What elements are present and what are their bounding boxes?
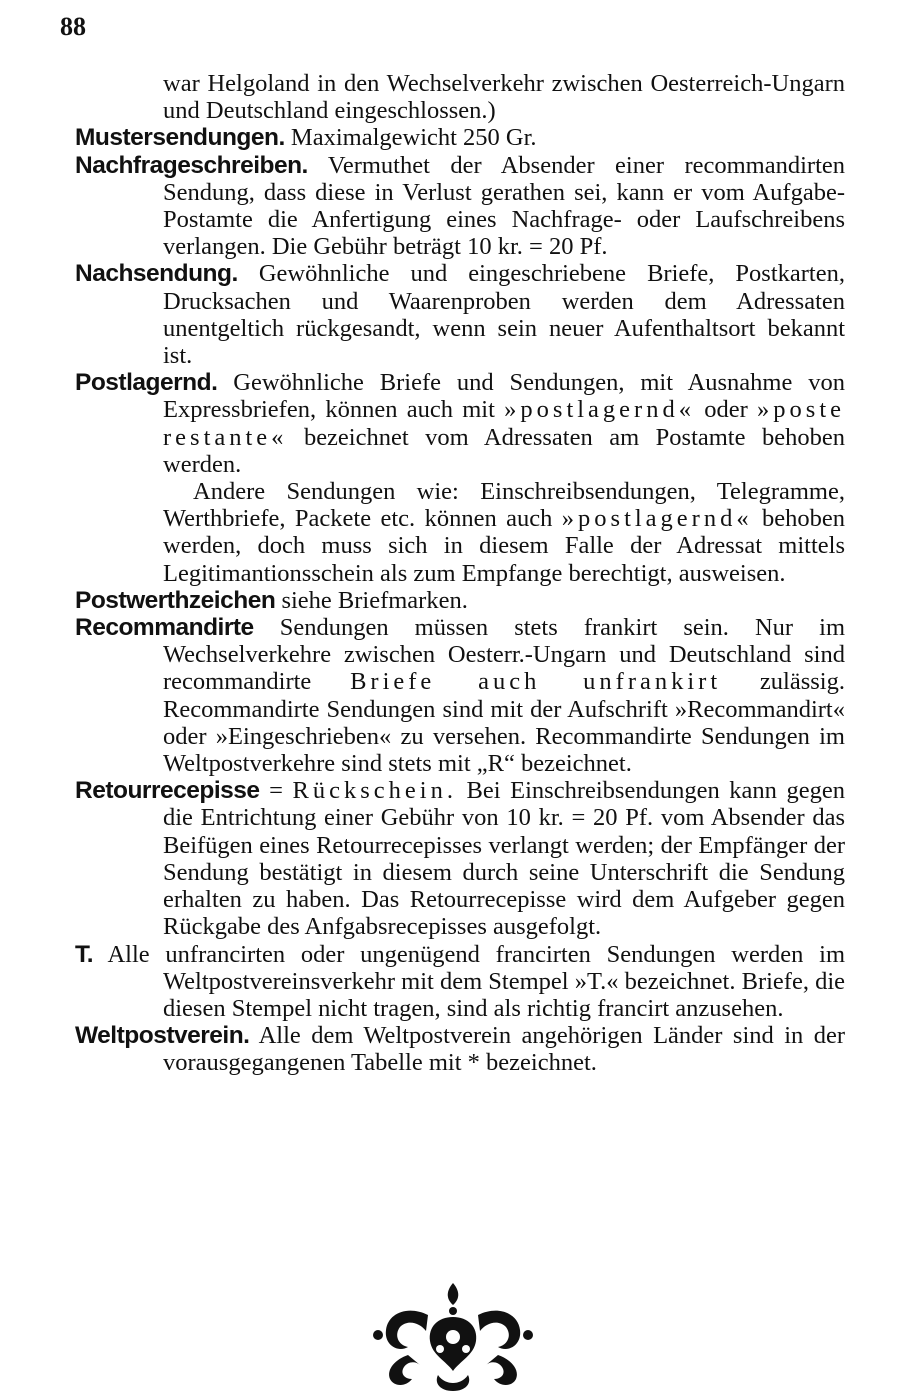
spaced-term: Rückschein. (292, 777, 457, 805)
entry-postlagernd (75, 369, 845, 478)
entry-text: Andere Sendungen wie: Einschreibsendungen, Telegramme, Werthbriefe, Packete etc. können auch (163, 478, 845, 533)
entry-text: Bei Einschreibsendungen kann gegen die Entrichtung einer Gebühr von 10 kr. = 20 Pf. vom Absender das Beifügen eines Retourrecepisses verlangt werden; der Empfänger der Sendung bestätigt in diesem durch seine Unterschrift die Sendung erhalten zu haben. Das Retourrecepisse wird dem Aufgeber gegen Rückgabe des Anfgabsrecepisses ausgefolgt. (163, 777, 845, 941)
entry-text: zulässig. Recommandirte Sendungen sind mit der Aufschrift »Recommandirt« oder »Eingeschrieben« zu versehen. Recommandirte Sendungen im Weltpostverkehre sind stets mit „R“ bezeichnet. (163, 668, 845, 778)
entry-term: Nachfrageschreiben. (75, 151, 308, 179)
entry-text: = (259, 777, 293, 805)
entry-retourrecepisse (75, 777, 845, 940)
entry-t (75, 941, 845, 1023)
entry-text: Gewöhnliche und eingeschriebene Briefe, Postkarten, Drucksachen und Waarenproben werden dem Adressaten unentgeltich rückgesandt, wenn sein neuer Aufenthaltsort bekannt ist. (163, 260, 845, 370)
ornament-icon (368, 1275, 538, 1395)
spaced-term: »postlagernd« (504, 396, 695, 424)
spaced-term: »postlagernd« (561, 505, 753, 533)
entry-nachfrageschreiben (75, 152, 845, 261)
entry-recommandirte (75, 614, 845, 777)
entry-term: Nachsendung. (75, 260, 238, 288)
page-number: 88 (60, 12, 86, 41)
entry-text: Vermuthet der Absender einer recommandirten Sendung, dass diese in Verlust gerathen sei, kann er vom Aufgabe-Postamte die Anfertigung eines Nachfrage- oder Laufschreibens verlangen. Die Gebühr beträgt 10 kr. = 20 Pf. (163, 151, 845, 261)
entry-text: Gewöhnliche Briefe und Sendungen, mit Ausnahme von Expressbriefen, können auch mit (163, 369, 845, 424)
entry-text: Sendungen müssen stets frankirt sein. Nur im Wechselverkehre zwischen Oesterr.-Ungarn und Deutschland sind recommandirte (163, 614, 845, 696)
entry-term: Retourrecepisse (75, 777, 260, 805)
spaced-term: Briefe auch unfrankirt (350, 668, 722, 696)
entry-term: Postlagernd. (75, 369, 218, 397)
entry-mustersendungen (75, 124, 845, 151)
entry-text: bezeichnet vom Adressaten am Postamte behoben werden. (163, 423, 845, 478)
entry-term: T. (75, 940, 94, 968)
entry-term: Recommandirte (75, 614, 254, 642)
entry-text: Maximalgewicht 250 Gr. (284, 124, 537, 152)
entry-text: war Helgoland in den Wechselverkehr zwischen Oesterreich-Ungarn und Deutschland eingeschlossen.) (163, 70, 845, 125)
entry-term: Postwerthzeichen (75, 586, 276, 614)
entry-continuation (75, 70, 845, 124)
entry-text: behoben werden, doch muss sich in diesem Falle der Adressat mittels Legitimantionsschein als zum Empfange berechtigt, ausweisen. (163, 505, 846, 587)
page-body (75, 70, 845, 1077)
spaced-term: »poste restante« (163, 396, 845, 451)
entry-nachsendung (75, 260, 845, 369)
entry-postlagernd-paragraph (75, 478, 845, 587)
entry-term: Mustersendungen. (75, 124, 285, 152)
entry-term: Weltpostverein. (75, 1022, 250, 1050)
entry-postwerthzeichen (75, 587, 845, 614)
entry-text: Alle dem Weltpostverein angehörigen Länder sind in der vorausgegangenen Tabelle mit * bezeichnet. (163, 1022, 845, 1077)
entry-text: siehe Briefmarken. (275, 586, 468, 614)
entry-text: oder (694, 396, 758, 424)
entry-text: Alle unfrancirten oder ungenügend francirten Sendungen werden im Weltpostvereinsverkehr mit dem Stempel »T.« bezeichnet. Briefe, die diesen Stempel nicht tragen, sind als richtig francirt anzusehen. (93, 940, 845, 1022)
entry-weltpostverein (75, 1022, 845, 1076)
